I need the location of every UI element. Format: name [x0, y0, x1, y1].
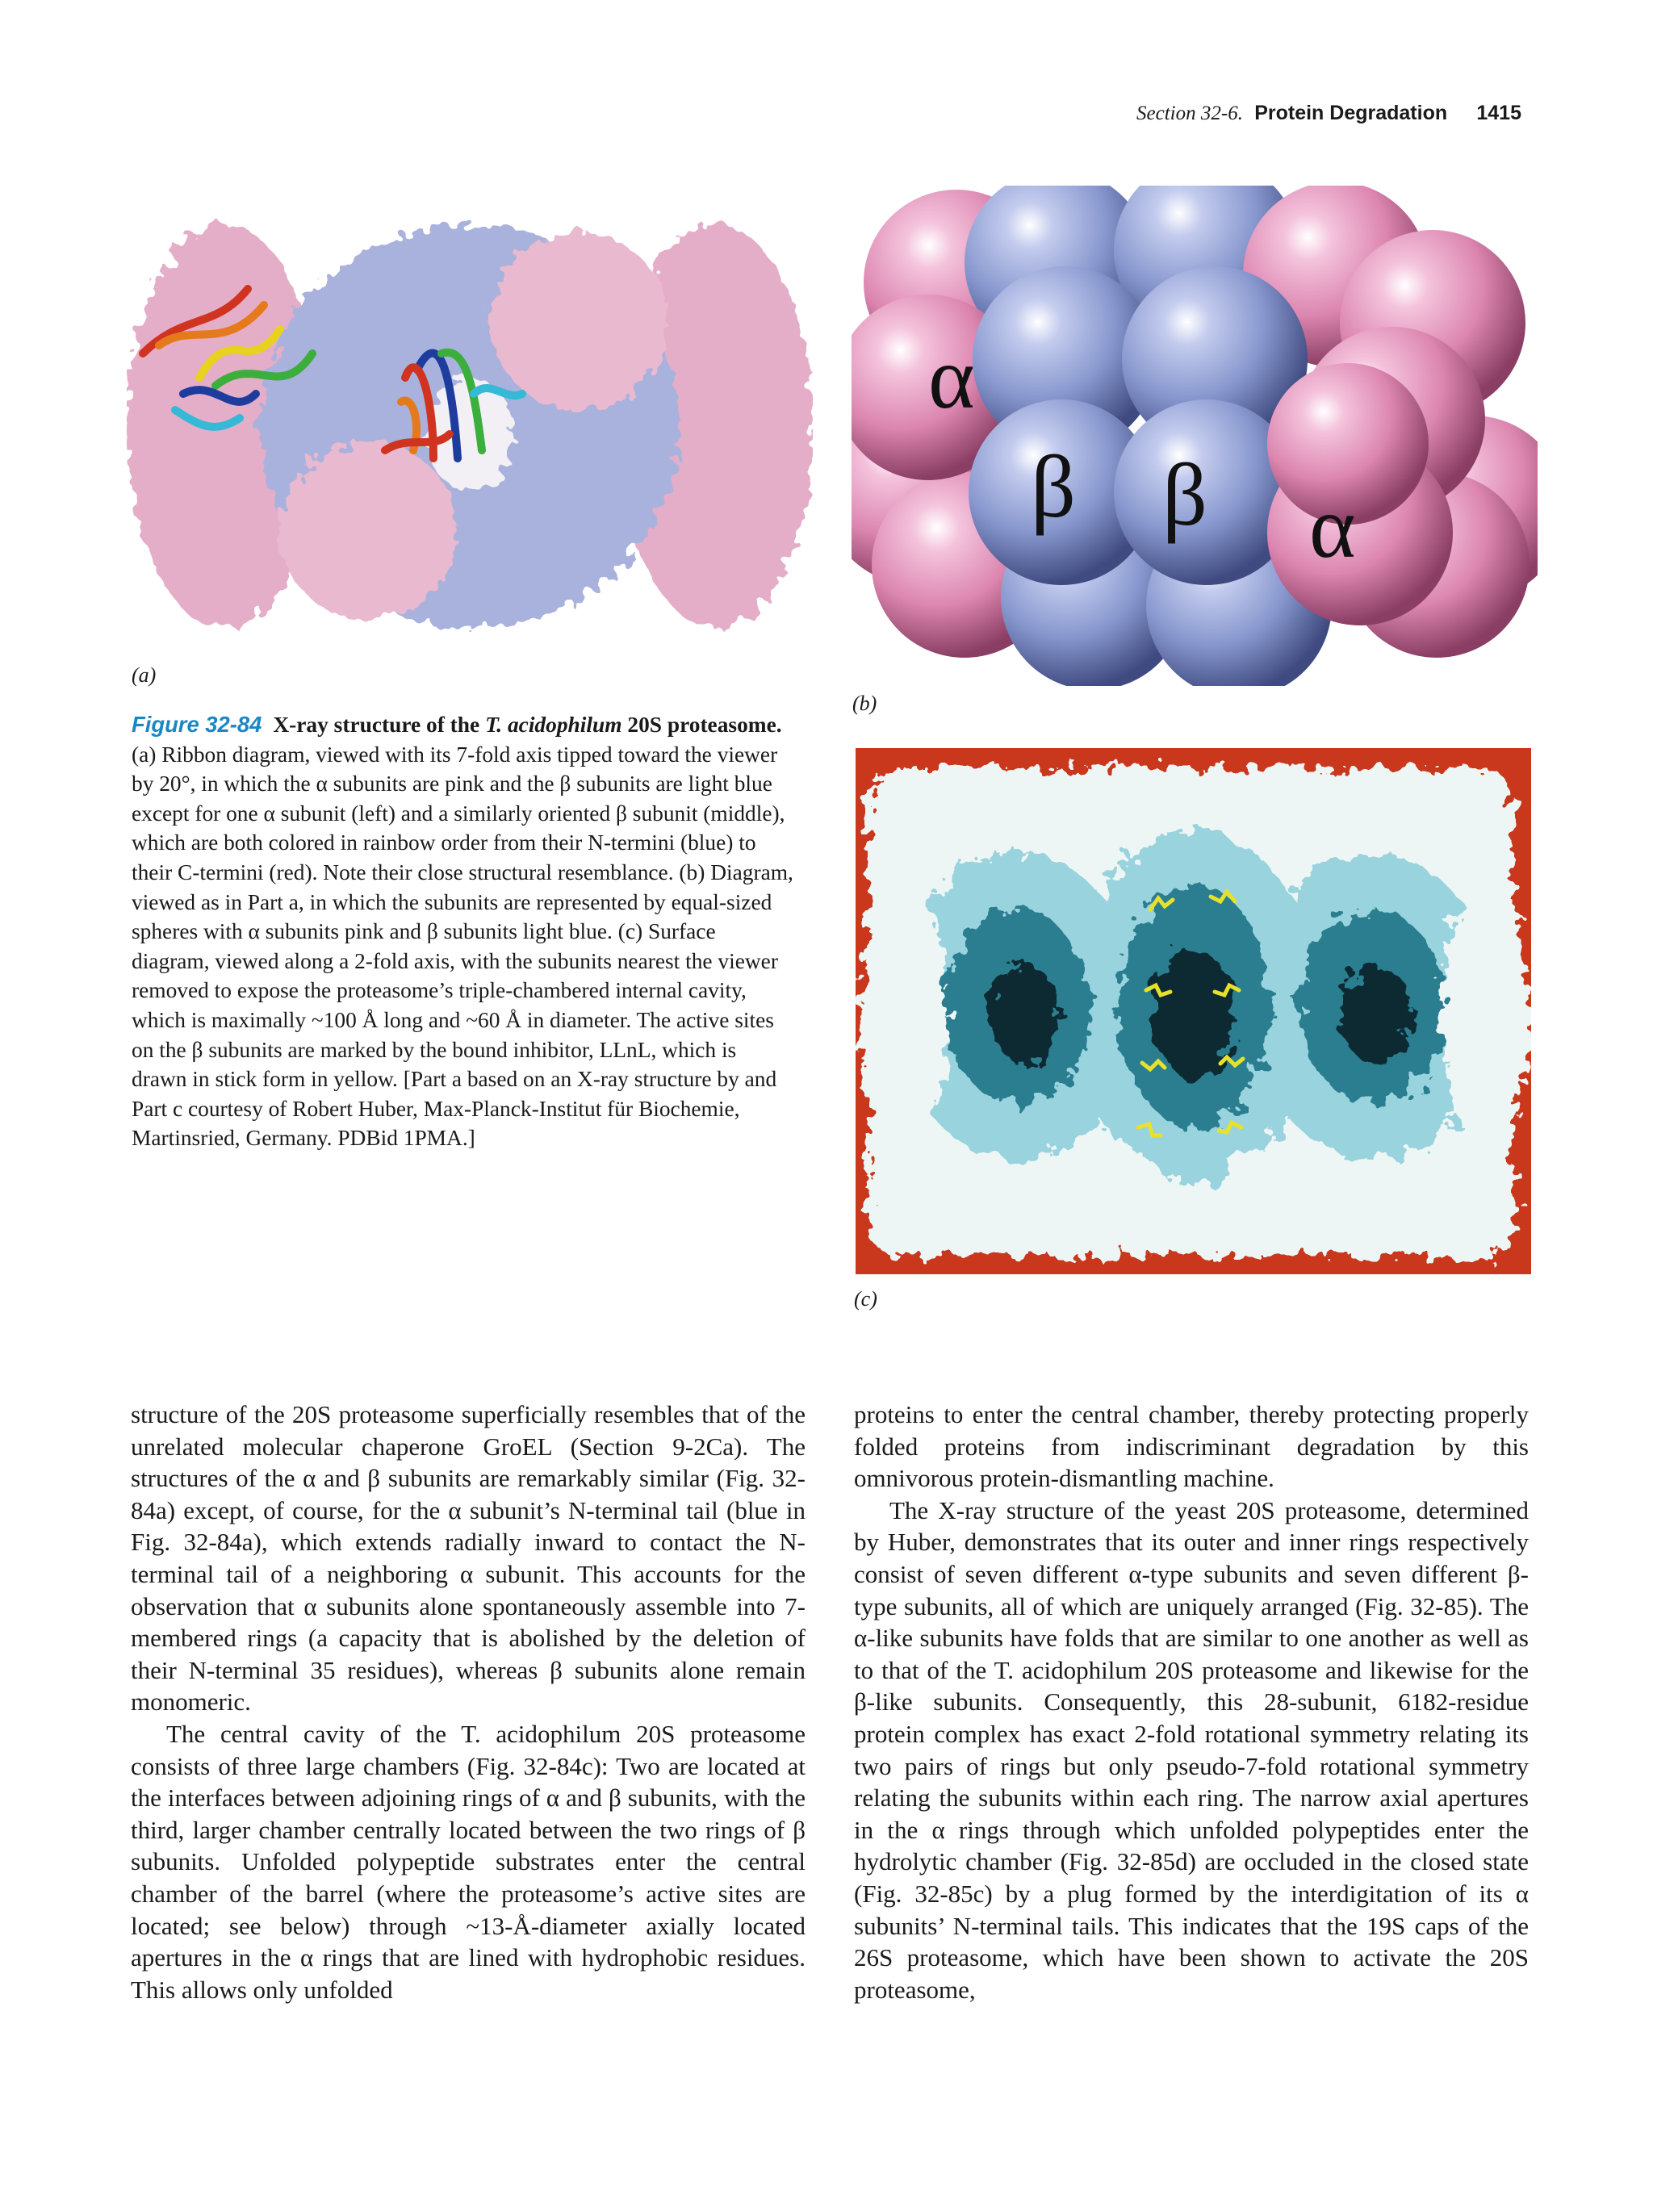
body-paragraph: The X-ray structure of the yeast 20S proteasome, determined by Huber, demonstrates that its outer and inner rings respectively consist of seven different α-type subunits and seven different β-type subunits, all of which are uniquely arranged (Fig. 32-85). The α-like subunits have folds that are similar to one another as well as to that of the T. acidophilum 20S proteasome and likewise for the β-like subunits. Consequently, this 28-subunit, 6182-residue protein complex has exact 2-fold rotational symmetry relating its two pairs of rings but only pseudo-7-fold rotational symmetry relating the subunits within each ring. The narrow axial apertures in the α rings through which unfolded polypeptides enter the hydrolytic chamber (Fig. 32-85d) are occluded in the closed state (Fig. 32-85c) by a plug formed by the interdigitation of its α subunits’ N-terminal tails. This indicates that the 19S caps of the 26S proteasome, which have been shown to activate the 20S proteasome, [854, 1495, 1529, 2004]
body-paragraph: proteins to enter the central chamber, thereby protecting properly folded proteins from indiscriminant degradation by this omnivorous protein-dismantling machine. [854, 1400, 1529, 1493]
sphere-diagram-illustration [852, 186, 1538, 686]
figure-b-sphere-diagram [852, 186, 1538, 686]
figure-c-surface-diagram [856, 748, 1531, 1274]
sphere-label-alpha-right: α [1309, 478, 1356, 576]
body-column-left [131, 1399, 806, 2005]
figure-number: Figure 32-84 [132, 712, 262, 737]
figure-a-label: (a) [132, 663, 157, 687]
running-head-section: Section 32-6. [1136, 102, 1243, 124]
figure-b-label: (b) [852, 692, 877, 715]
body-paragraph: structure of the 20S proteasome superficially resembles that of the unrelated molecular chaperone GroEL (Section 9-2Ca). The structures of the α and β subunits are remarkably similar (Fig. 32-84a) except, of course, for the α subunit’s N-terminal tail (blue in Fig. 32-84a), which extends radially inward to contact the N-terminal tail of a neighboring α subunit. This accounts for the observation that α subunits alone spontaneously assemble into 7-membered rings (a capacity that is abolished by the deletion of their N-terminal 35 residues), whereas β subunits alone remain monomeric. [131, 1400, 806, 1716]
figure-caption [132, 710, 793, 1153]
sphere-label-alpha-left: α [928, 328, 975, 427]
figure-a-ribbon-diagram [127, 192, 813, 656]
page-number: 1415 [1476, 102, 1521, 124]
surface-diagram-illustration [856, 748, 1531, 1274]
body-paragraph: The central cavity of the T. acidophilum 20S proteasome consists of three large chambers (Fig. 32-84c): Two are located at the interfaces between adjoining rings of α and β subunits, with the third, larger chamber centrally located between the two rings of β subunits. Unfolded polypeptide substrates enter the central chamber of the barrel (where the proteasome’s active sites are located; see below) through ~13-Å-diameter axially located apertures in the α rings that are lined with hydrophobic residues. This allows only unfolded [131, 1719, 806, 2004]
caption-text: (a) Ribbon diagram, viewed with its 7-fold axis tipped toward the viewer by 20°, in which the α subunits are pink and the β subunits are light blue except for one α subunit (left) and a similarly oriented β subunit (middle), which are both colored in rainbow order from their N-termini (blue) to their C-termini (red). Note their close structural resemblance. (b) Diagram, viewed as in Part a, in which the subunits are represented by equal-sized spheres with α subunits pink and β subunits light blue. (c) Surface diagram, viewed along a 2-fold axis, with the subunits nearest the viewer removed to expose the proteasome’s triple-chambered internal cavity, which is maximally ~100 Å long and ~60 Å in diameter. The active sites on the β subunits are marked by the bound inhibitor, LLnL, which is drawn in stick form in yellow. [Part a based on an X-ray structure by and Part c courtesy of Robert Huber, Max-Planck-Institut für Biochemie, Martinsried, Germany. PDBid 1PMA.] [132, 742, 793, 1151]
caption-head-suffix: 20S proteasome. [627, 713, 782, 737]
caption-head-species: T. acidophilum [485, 713, 622, 737]
running-head [1136, 102, 1521, 125]
sphere-label-beta-right: β [1162, 445, 1207, 544]
caption-head [273, 713, 781, 737]
ribbon-diagram-illustration [127, 192, 813, 656]
figure-c-label: (c) [854, 1287, 877, 1311]
sphere-label-beta-left: β [1031, 437, 1076, 536]
body-column-right [854, 1399, 1529, 2005]
caption-head-prefix: X-ray structure of the [273, 713, 480, 737]
running-head-title: Protein Degradation [1254, 102, 1448, 124]
